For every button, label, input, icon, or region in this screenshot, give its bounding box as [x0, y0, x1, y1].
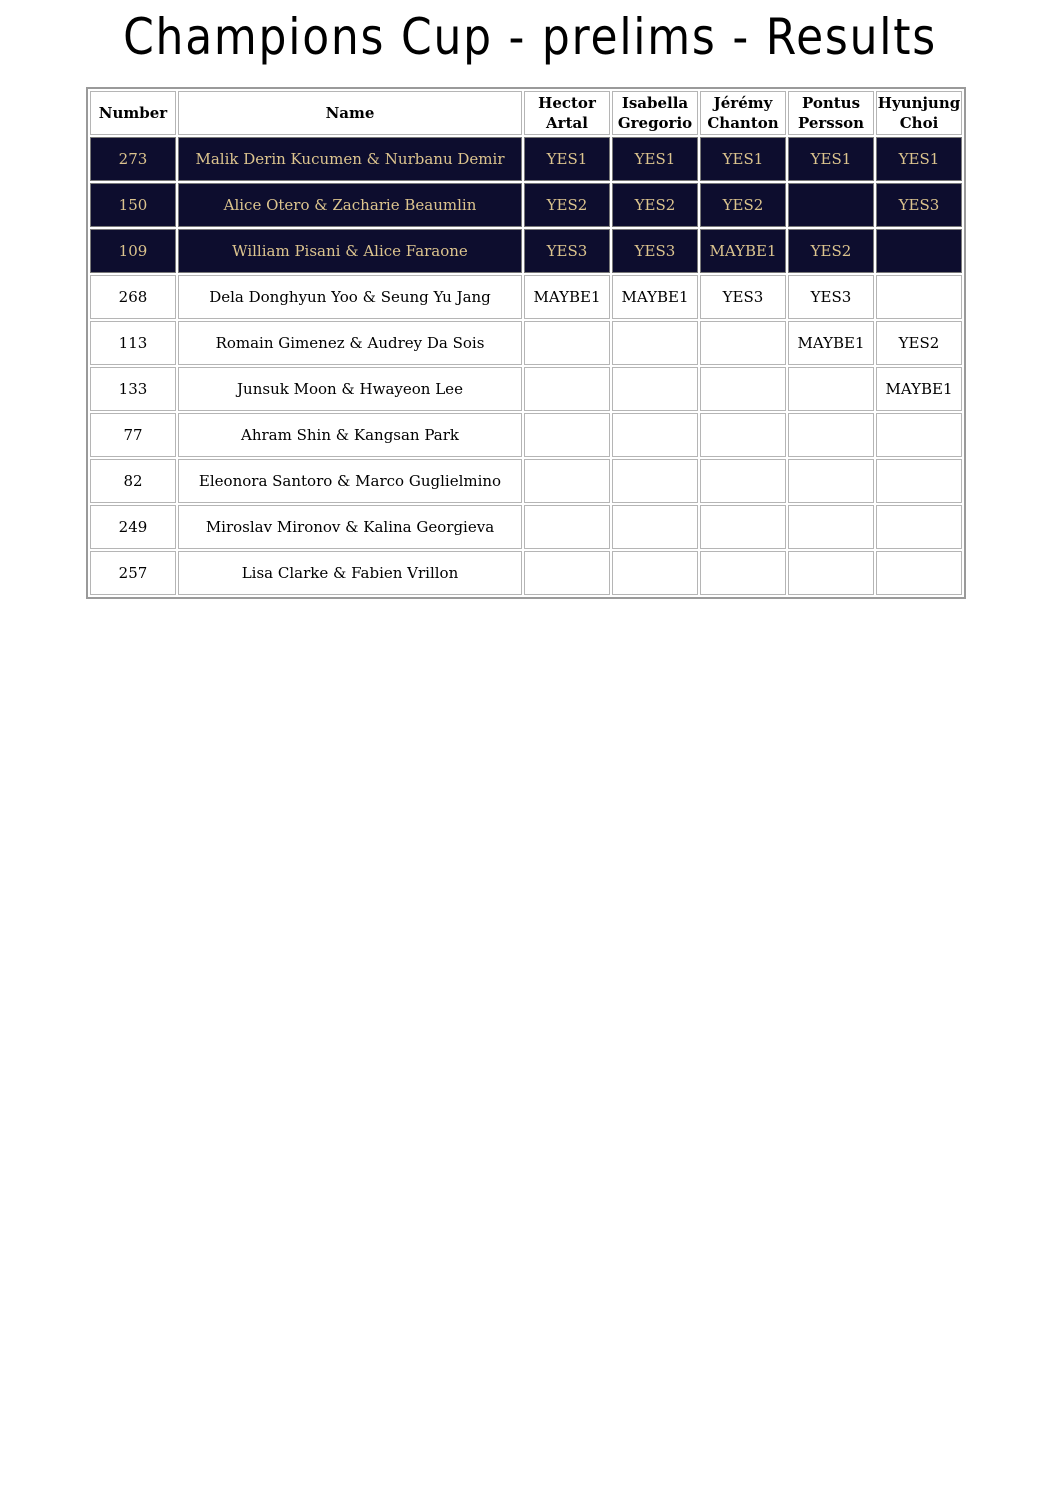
- couple-name: Lisa Clarke & Fabien Vrillon: [178, 551, 522, 595]
- table-row: [90, 551, 962, 595]
- table-row: [90, 229, 962, 273]
- judge-vote: MAYBE1: [524, 275, 610, 319]
- couple-name: Ahram Shin & Kangsan Park: [178, 413, 522, 457]
- couple-number: 249: [90, 505, 176, 549]
- couple-number: 150: [90, 183, 176, 227]
- judge-vote: [612, 551, 698, 595]
- page-title: Champions Cup - prelims - Results: [123, 8, 937, 66]
- judge-vote: [700, 321, 786, 365]
- judge-first-name: Pontus: [801, 94, 861, 112]
- judge-vote: YES3: [876, 183, 962, 227]
- judge-vote: [700, 459, 786, 503]
- judge-vote: [524, 321, 610, 365]
- judge-vote: YES1: [612, 137, 698, 181]
- judge-vote: YES3: [524, 229, 610, 273]
- judge-vote: [612, 505, 698, 549]
- judge-vote: [876, 275, 962, 319]
- judge-vote: YES2: [524, 183, 610, 227]
- table-row: [90, 459, 962, 503]
- judge-vote: [700, 505, 786, 549]
- judge-vote: [700, 367, 786, 411]
- judge-vote: YES3: [612, 229, 698, 273]
- couple-name: Romain Gimenez & Audrey Da Sois: [178, 321, 522, 365]
- couple-number: 82: [90, 459, 176, 503]
- couple-number: 257: [90, 551, 176, 595]
- couple-number: 109: [90, 229, 176, 273]
- couple-number: 77: [90, 413, 176, 457]
- judge-vote: MAYBE1: [876, 367, 962, 411]
- judge-vote: [524, 367, 610, 411]
- judge-vote: YES2: [700, 183, 786, 227]
- header-judge: [524, 91, 610, 135]
- judge-last-name: Artal: [546, 114, 588, 132]
- table-row: [90, 367, 962, 411]
- judge-vote: [788, 367, 874, 411]
- header-judge: [788, 91, 874, 135]
- judge-vote: YES3: [788, 275, 874, 319]
- judge-vote: [876, 413, 962, 457]
- judge-vote: [788, 459, 874, 503]
- judge-vote: [876, 459, 962, 503]
- judge-vote: [700, 551, 786, 595]
- judge-vote: MAYBE1: [612, 275, 698, 319]
- header-row: [90, 91, 962, 135]
- judge-vote: MAYBE1: [700, 229, 786, 273]
- header-judge: [612, 91, 698, 135]
- couple-name: Alice Otero & Zacharie Beaumlin: [178, 183, 522, 227]
- header-number: Number: [90, 91, 176, 135]
- table-row: [90, 505, 962, 549]
- table-row: [90, 183, 962, 227]
- judge-last-name: Gregorio: [617, 114, 693, 132]
- judge-vote: YES3: [700, 275, 786, 319]
- judge-first-name: Jérémy: [713, 94, 773, 112]
- couple-name: William Pisani & Alice Faraone: [178, 229, 522, 273]
- results-table: [88, 89, 964, 597]
- judge-vote: [612, 367, 698, 411]
- couple-number: 273: [90, 137, 176, 181]
- judge-last-name: Persson: [797, 114, 865, 132]
- couple-name: Junsuk Moon & Hwayeon Lee: [178, 367, 522, 411]
- judge-vote: [788, 551, 874, 595]
- couple-number: 133: [90, 367, 176, 411]
- judge-last-name: Chanton: [707, 114, 779, 132]
- judge-last-name: Choi: [899, 114, 939, 132]
- judge-vote: YES1: [876, 137, 962, 181]
- judge-vote: [876, 229, 962, 273]
- header-judge: [876, 91, 962, 135]
- judge-vote: YES1: [788, 137, 874, 181]
- judge-vote: [876, 505, 962, 549]
- judge-vote: YES2: [612, 183, 698, 227]
- judge-vote: [612, 413, 698, 457]
- header-judge: [700, 91, 786, 135]
- couple-number: 113: [90, 321, 176, 365]
- judge-vote: YES1: [700, 137, 786, 181]
- judge-vote: YES2: [876, 321, 962, 365]
- judge-vote: [612, 459, 698, 503]
- judge-vote: [612, 321, 698, 365]
- judge-first-name: Isabella: [621, 94, 689, 112]
- couple-name: Dela Donghyun Yoo & Seung Yu Jang: [178, 275, 522, 319]
- judge-first-name: Hyunjung: [877, 94, 961, 112]
- judge-vote: [876, 551, 962, 595]
- judge-vote: [524, 505, 610, 549]
- couple-name: Miroslav Mironov & Kalina Georgieva: [178, 505, 522, 549]
- judge-vote: [788, 183, 874, 227]
- couple-name: Malik Derin Kucumen & Nurbanu Demir: [178, 137, 522, 181]
- results-table-container: [86, 87, 966, 599]
- table-row: [90, 137, 962, 181]
- table-row: [90, 413, 962, 457]
- header-name: Name: [178, 91, 522, 135]
- judge-vote: YES2: [788, 229, 874, 273]
- judge-vote: YES1: [524, 137, 610, 181]
- judge-vote: [524, 459, 610, 503]
- judge-vote: [788, 505, 874, 549]
- couple-number: 268: [90, 275, 176, 319]
- judge-vote: MAYBE1: [788, 321, 874, 365]
- judge-vote: [524, 413, 610, 457]
- results-body: [90, 137, 962, 595]
- judge-vote: [524, 551, 610, 595]
- couple-name: Eleonora Santoro & Marco Guglielmino: [178, 459, 522, 503]
- table-row: [90, 321, 962, 365]
- judge-vote: [788, 413, 874, 457]
- judge-first-name: Hector: [538, 94, 596, 112]
- judge-vote: [700, 413, 786, 457]
- table-row: [90, 275, 962, 319]
